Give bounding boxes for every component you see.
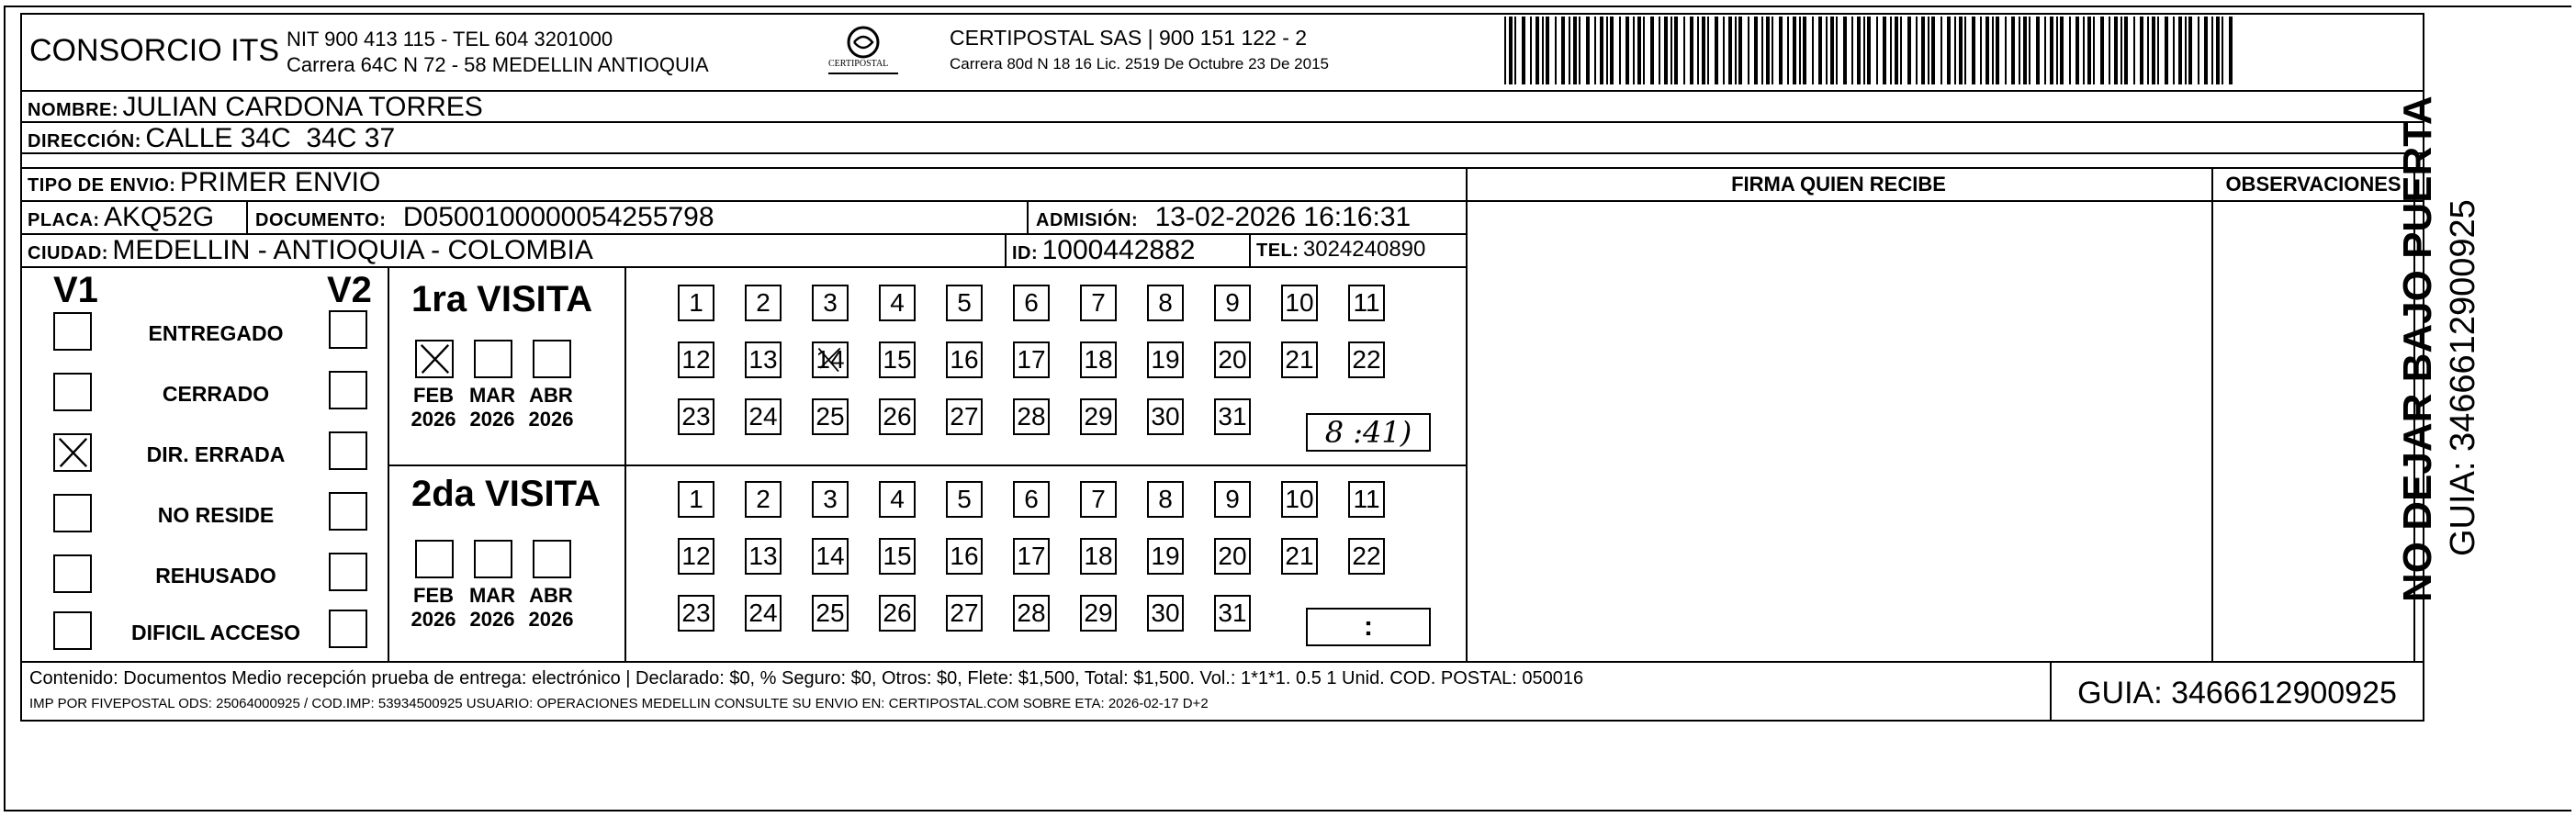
placa-row: [28, 202, 214, 233]
placa-label: PLACA:: [28, 210, 100, 230]
month-year: 2026: [411, 608, 456, 631]
day-box[interactable]: 13: [745, 341, 782, 378]
nombre-row: [28, 92, 483, 123]
rule: [388, 464, 1466, 466]
rule: [20, 266, 1466, 268]
day-box-marked[interactable]: 14: [812, 341, 849, 378]
day-box[interactable]: 2: [745, 285, 782, 321]
visita1-title: 1ra VISITA: [411, 279, 593, 319]
day-box[interactable]: 20: [1214, 341, 1251, 378]
rule: [1466, 167, 1468, 661]
v1-checkbox[interactable]: [53, 554, 92, 593]
day-box[interactable]: 27: [946, 595, 983, 632]
day-box[interactable]: 28: [1013, 398, 1050, 435]
day-box[interactable]: 19: [1147, 538, 1184, 575]
ciudad-row: [28, 235, 593, 266]
id-value: 1000442882: [1041, 235, 1196, 265]
day-box[interactable]: 16: [946, 538, 983, 575]
nit-line: NIT 900 413 115 - TEL 604 3201000: [287, 28, 613, 50]
admision-row: [1036, 202, 1411, 233]
v1-checkbox-checked[interactable]: [53, 433, 92, 472]
day-box[interactable]: 3: [812, 285, 849, 321]
rule: [1005, 233, 1007, 266]
month-label: [523, 584, 579, 632]
day-box[interactable]: 20: [1214, 538, 1251, 575]
status-label: CERRADO: [162, 382, 270, 406]
visita2-time-box: [1306, 608, 1431, 646]
observaciones-header: OBSERVACIONES: [2225, 173, 2402, 196]
day-box[interactable]: 18: [1080, 341, 1117, 378]
day-box[interactable]: 27: [946, 398, 983, 435]
v2-checkbox[interactable]: [329, 492, 367, 531]
month-year: 2026: [528, 408, 574, 431]
direccion-value: CALLE 34C 34C 37: [145, 123, 396, 153]
footer-guia: GUIA: 3466612900925: [2077, 676, 2397, 711]
day-box[interactable]: 19: [1147, 341, 1184, 378]
month-checkbox[interactable]: [533, 340, 571, 378]
tipo-value: PRIMER ENVIO: [179, 167, 381, 197]
month-label: [523, 384, 579, 431]
v1-header: V1: [53, 270, 98, 310]
barcode: [1501, 15, 2241, 88]
firma-header: FIRMA QUIEN RECIBE: [1731, 173, 1946, 196]
admision-value: 13-02-2026 16:16:31: [1154, 202, 1412, 232]
status-label: NO RESIDE: [157, 503, 275, 527]
v2-checkbox[interactable]: [329, 553, 367, 591]
tel-label: TEL:: [1256, 241, 1299, 261]
day-box[interactable]: 1: [678, 285, 714, 321]
day-box[interactable]: 23: [678, 398, 714, 435]
day-box[interactable]: 21: [1281, 341, 1318, 378]
carrier-line: CERTIPOSTAL SAS | 900 151 122 - 2: [950, 26, 1308, 50]
company-address: Carrera 64C N 72 - 58 MEDELLIN ANTIOQUIA: [287, 53, 709, 76]
day-box[interactable]: 28: [1013, 595, 1050, 632]
day-box[interactable]: 12: [678, 341, 714, 378]
status-label: REHUSADO: [155, 564, 276, 588]
day-box[interactable]: 9: [1214, 285, 1251, 321]
rule: [2211, 167, 2213, 661]
v2-checkbox[interactable]: [329, 310, 367, 349]
status-label: DIFICIL ACCESO: [130, 621, 300, 644]
day-box[interactable]: 24: [745, 398, 782, 435]
rule: [388, 266, 389, 661]
footer-line2: IMP POR FIVEPOSTAL ODS: 25064000925 / COD.IMP: 53934500925 USUARIO: OPERACIONES MEDELLIN CONSULTE SU ENVIO EN: CERTIPOSTAL.COM SOBRE ETA: 2026-02-17 D+2: [29, 696, 1209, 711]
nombre-label: NOMBRE:: [28, 100, 119, 120]
day-box[interactable]: 2: [745, 481, 782, 518]
day-box[interactable]: 4: [879, 481, 916, 518]
documento-value: D0500100000054255798: [402, 202, 714, 232]
rule: [1027, 200, 1029, 233]
ciudad-label: CIUDAD:: [28, 243, 108, 263]
nombre-value: JULIAN CARDONA TORRES: [122, 92, 483, 122]
day-box[interactable]: 7: [1080, 481, 1117, 518]
v2-checkbox[interactable]: [329, 610, 367, 648]
rule: [20, 167, 2424, 169]
tel-row: [1256, 237, 1425, 263]
day-box[interactable]: 17: [1013, 341, 1050, 378]
day-box[interactable]: 8: [1147, 481, 1184, 518]
day-box[interactable]: 8: [1147, 285, 1184, 321]
rule: [624, 266, 626, 661]
tel-value: 3024240890: [1302, 237, 1426, 262]
visita2-time-sep: :: [1364, 611, 1373, 642]
day-box[interactable]: 29: [1080, 398, 1117, 435]
day-box[interactable]: 15: [879, 341, 916, 378]
day-box[interactable]: 9: [1214, 481, 1251, 518]
day-box[interactable]: 17: [1013, 538, 1050, 575]
day-box[interactable]: 3: [812, 481, 849, 518]
month-year: 2026: [469, 608, 515, 631]
day-box[interactable]: 12: [678, 538, 714, 575]
month-year: 2026: [411, 408, 456, 431]
day-box[interactable]: 22: [1348, 341, 1385, 378]
day-box[interactable]: 1: [678, 481, 714, 518]
month-label: [406, 584, 461, 632]
company-name: CONSORCIO ITS: [29, 33, 280, 68]
v1-checkbox[interactable]: [53, 494, 92, 532]
placa-value: AKQ52G: [104, 202, 215, 232]
day-box[interactable]: 11: [1348, 481, 1385, 518]
day-box[interactable]: 7: [1080, 285, 1117, 321]
day-box[interactable]: 21: [1281, 538, 1318, 575]
day-box[interactable]: 22: [1348, 538, 1385, 575]
tipo-row: [28, 167, 380, 198]
month-name: ABR: [529, 584, 573, 607]
day-box[interactable]: 31: [1214, 398, 1251, 435]
documento-label: DOCUMENTO:: [255, 210, 387, 230]
day-box[interactable]: 30: [1147, 398, 1184, 435]
certipostal-logo: [817, 22, 909, 79]
admision-label: ADMISIÓN:: [1036, 210, 1139, 230]
month-name: MAR: [468, 584, 516, 607]
logo-text: CERTIPOSTAL: [828, 59, 889, 69]
day-box[interactable]: 23: [678, 595, 714, 632]
scan-edge: [4, 810, 1850, 811]
day-box[interactable]: 13: [745, 538, 782, 575]
id-row: [1012, 235, 1195, 266]
day-box[interactable]: 31: [1214, 595, 1251, 632]
day-box[interactable]: 25: [812, 398, 849, 435]
day-box[interactable]: 29: [1080, 595, 1117, 632]
day-box[interactable]: 15: [879, 538, 916, 575]
day-box[interactable]: 26: [879, 595, 916, 632]
tipo-label: TIPO DE ENVIO:: [28, 175, 176, 196]
v1-checkbox[interactable]: [53, 373, 92, 411]
day-box[interactable]: 6: [1013, 481, 1050, 518]
day-box[interactable]: 25: [812, 595, 849, 632]
direccion-row: [28, 123, 395, 154]
documento-row: [255, 202, 714, 233]
carrier-address: Carrera 80d N 18 16 Lic. 2519 De Octubre 23 De 2015: [950, 55, 1329, 73]
day-box[interactable]: 18: [1080, 538, 1117, 575]
rule: [1249, 233, 1251, 266]
month-checkbox[interactable]: [415, 540, 454, 578]
side-notice: NO DEJAR BAJO PUERTA: [2395, 95, 2440, 602]
day-mark-icon: [814, 343, 847, 376]
v1-checkbox[interactable]: [53, 312, 92, 351]
id-label: ID:: [1012, 243, 1039, 263]
day-box[interactable]: 10: [1281, 481, 1318, 518]
day-box[interactable]: 5: [946, 481, 983, 518]
month-label: [465, 584, 520, 632]
v1-checkbox[interactable]: [53, 611, 92, 650]
status-label: DIR. ERRADA: [146, 442, 286, 466]
month-name: MAR: [468, 384, 516, 407]
v2-checkbox[interactable]: [329, 371, 367, 409]
v2-header: V2: [327, 270, 372, 310]
day-box[interactable]: 14: [812, 538, 849, 575]
day-box[interactable]: 4: [879, 285, 916, 321]
v2-checkbox[interactable]: [329, 431, 367, 470]
day-box[interactable]: 26: [879, 398, 916, 435]
rule: [20, 661, 2424, 663]
day-box[interactable]: 24: [745, 595, 782, 632]
month-checkbox[interactable]: [533, 540, 571, 578]
month-checkbox[interactable]: [474, 540, 512, 578]
day-box[interactable]: 30: [1147, 595, 1184, 632]
month-checkbox[interactable]: [474, 340, 512, 378]
visita1-time-handwritten: 8 :41): [1324, 415, 1412, 450]
visita2-title: 2da VISITA: [411, 474, 601, 514]
month-name: ABR: [529, 384, 573, 407]
day-box[interactable]: 10: [1281, 285, 1318, 321]
footer-line1: Contenido: Documentos Medio recepción prueba de entrega: electrónico | Declarado: $0, % Seguro: $0, Otros: $0, Flete: $1,500, Total: $1,500. Vol.: 1*1*1. 0.5 1 Unid. COD. POSTAL: 050016: [29, 668, 1584, 688]
month-label: [465, 384, 520, 431]
status-label: ENTREGADO: [148, 321, 284, 345]
month-year: 2026: [528, 608, 574, 631]
month-name: FEB: [413, 384, 454, 407]
day-box[interactable]: 11: [1348, 285, 1385, 321]
side-guia: GUIA: 3466612900925: [2444, 199, 2482, 556]
direccion-label: DIRECCIÓN:: [28, 131, 141, 151]
rule: [246, 200, 248, 233]
day-box[interactable]: 5: [946, 285, 983, 321]
ciudad-value: MEDELLIN - ANTIOQUIA - COLOMBIA: [112, 235, 593, 265]
month-name: FEB: [413, 584, 454, 607]
visita1-time-box: [1306, 413, 1431, 452]
day-box[interactable]: 6: [1013, 285, 1050, 321]
month-year: 2026: [469, 408, 515, 431]
month-checkbox-checked[interactable]: [415, 340, 454, 378]
month-label: [406, 384, 461, 431]
day-box[interactable]: 16: [946, 341, 983, 378]
